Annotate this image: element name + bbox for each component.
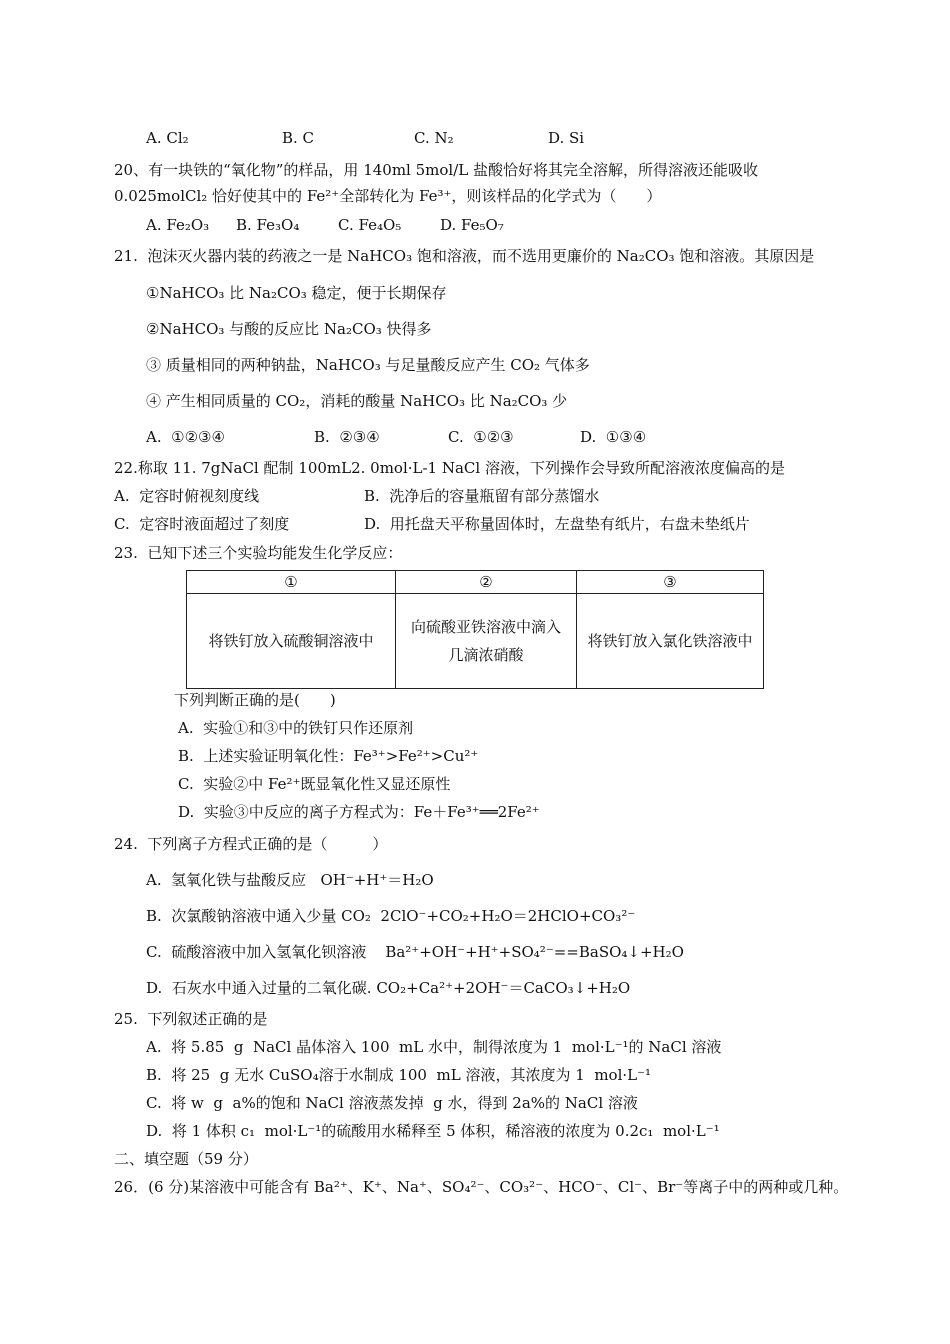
q24-option-d: D. 石灰水中通入过量的二氧化碳. CO₂+Ca²⁺+2OH⁻＝CaCO₃↓+H₂O — [146, 979, 631, 997]
q21-option-b: B. ②③④ — [314, 428, 380, 446]
q24-option-a: A. 氢氧化铁与盐酸反应 OH⁻+H⁺＝H₂O — [146, 871, 434, 889]
q23-option-b: B. 上述实验证明氧化性：Fe³⁺>Fe²⁺>Cu²⁺ — [178, 747, 479, 765]
q22-stem: 22.称取 11. 7gNaCl 配制 100mL2. 0mol·L-1 NaCl 溶液，下列操作会导致所配溶液浓度偏高的是 — [114, 459, 785, 477]
q22-option-d: D. 用托盘天平称量固体时，左盘垫有纸片，右盘未垫纸片 — [364, 515, 750, 533]
q23-option-a: A. 实验①和③中的铁钉只作还原剂 — [178, 719, 414, 737]
q25-option-a: A. 将 5.85 g NaCl 晶体溶入 100 mL 水中，制得浓度为 1 mol·L⁻¹的 NaCl 溶液 — [146, 1038, 722, 1056]
table-cell-1: 将铁钉放入硫酸铜溶液中 — [187, 594, 396, 689]
q23-option-c: C. 实验②中 Fe²⁺既显氧化性又显还原性 — [178, 775, 451, 793]
q20-option-d: D. Fe₅O₇ — [440, 216, 504, 234]
q20-stem-line1: 20、有一块铁的“氧化物”的样品，用 140ml 5mol/L 盐酸恰好将其完全溶解，所得溶液还能吸收 — [114, 161, 758, 179]
table-header-2: ② — [396, 571, 577, 594]
table-cell-3: 将铁钉放入氯化铁溶液中 — [577, 594, 764, 689]
q19-option-d: D. Si — [548, 129, 585, 147]
section-heading: 二、填空题（59 分） — [114, 1150, 258, 1168]
q25-option-b: B. 将 25 g 无水 CuSO₄溶于水制成 100 mL 溶液，其浓度为 1 mol·L⁻¹ — [146, 1066, 652, 1084]
q20-option-b: B. Fe₃O₄ — [236, 216, 300, 234]
q21-option-a: A. ①②③④ — [146, 428, 225, 446]
q19-option-a: A. Cl₂ — [146, 129, 189, 147]
q21-stem: 21. 泡沫灭火器内装的药液之一是 NaHCO₃ 饱和溶液，而不选用更廉价的 Na₂CO₃ 饱和溶液。其原因是 — [114, 247, 815, 265]
table-cell-2: 向硫酸亚铁溶液中滴入几滴浓硝酸 — [396, 594, 577, 689]
q25-option-c: C. 将 w g a%的饱和 NaCl 溶液蒸发掉 g 水，得到 2a%的 NaCl 溶液 — [146, 1094, 638, 1112]
q24-option-b: B. 次氯酸钠溶液中通入少量 CO₂ 2ClO⁻+CO₂+H₂O＝2HClO+CO₃²⁻ — [146, 907, 636, 925]
q25-option-d: D. 将 1 体积 c₁ mol·L⁻¹的硫酸用水稀释至 5 体积，稀溶液的浓度为 0.2c₁ mol·L⁻¹ — [146, 1122, 720, 1140]
q22-option-b: B. 洗净后的容量瓶留有部分蒸馏水 — [364, 487, 600, 505]
table-header-3: ③ — [577, 571, 764, 594]
q21-option-d: D. ①③④ — [580, 428, 647, 446]
q20-option-c: C. Fe₄O₅ — [338, 216, 402, 234]
q22-option-a: A. 定容时俯视刻度线 — [114, 487, 260, 505]
q21-item-3: ③ 质量相同的两种钠盐，NaHCO₃ 与足量酸反应产生 CO₂ 气体多 — [146, 356, 590, 374]
q25-stem: 25. 下列叙述正确的是 — [114, 1010, 268, 1028]
experiment-table — [186, 570, 764, 689]
q21-item-2: ②NaHCO₃ 与酸的反应比 Na₂CO₃ 快得多 — [146, 320, 432, 338]
q24-stem: 24. 下列离子方程式正确的是（ ） — [114, 835, 388, 853]
q23-option-d: D. 实验③中反应的离子方程式为：Fe＋Fe³⁺══2Fe²⁺ — [178, 803, 540, 821]
q23-prompt: 下列判断正确的是( ) — [174, 691, 336, 709]
q19-option-c: C. N₂ — [414, 129, 454, 147]
table-header-1: ① — [187, 571, 396, 594]
q20-stem-line2: 0.025molCl₂ 恰好使其中的 Fe²⁺全部转化为 Fe³⁺，则该样品的化学式为（ ） — [114, 187, 662, 205]
q21-item-1: ①NaHCO₃ 比 Na₂CO₃ 稳定，便于长期保存 — [146, 284, 447, 302]
q20-option-a: A. Fe₂O₃ — [146, 216, 210, 234]
q23-stem: 23. 已知下述三个实验均能发生化学反应： — [114, 544, 403, 562]
q22-option-c: C. 定容时液面超过了刻度 — [114, 515, 290, 533]
q26-stem: 26．(6 分)某溶液中可能含有 Ba²⁺、K⁺、Na⁺、SO₄²⁻、CO₃²⁻、HCO⁻、Cl⁻、Br⁻等离子中的两种或几种。 — [114, 1178, 849, 1196]
q21-option-c: C. ①②③ — [448, 428, 514, 446]
q21-item-4: ④ 产生相同质量的 CO₂，消耗的酸量 NaHCO₃ 比 Na₂CO₃ 少 — [146, 392, 568, 410]
q19-option-b: B. C — [282, 129, 315, 147]
q24-option-c: C. 硫酸溶液中加入氢氧化钡溶液 Ba²⁺+OH⁻+H⁺+SO₄²⁻==BaSO₄↓+H₂O — [146, 943, 684, 961]
